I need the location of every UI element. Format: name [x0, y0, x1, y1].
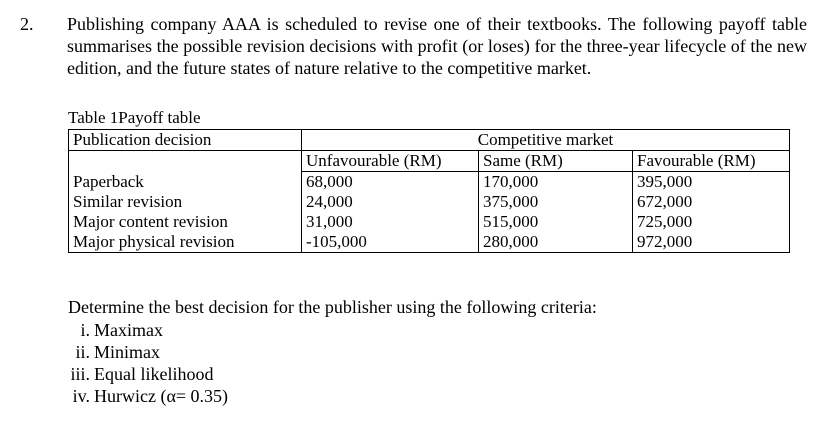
- cell-favourable: 672,000: [633, 192, 790, 212]
- task-prompt: Determine the best decision for the publisher using the following criteria:: [68, 297, 597, 317]
- list-item: [60, 341, 228, 363]
- criterion-text: Equal likelihood: [94, 364, 214, 384]
- table-caption: Table 1Payoff table: [68, 108, 201, 127]
- competitive-market-header: Competitive market: [302, 130, 790, 151]
- criteria-list: [60, 319, 228, 407]
- cell-favourable: 972,000: [633, 232, 790, 253]
- cell-same: 515,000: [479, 212, 633, 232]
- decision-header: Publication decision: [69, 130, 302, 151]
- cell-same: 280,000: [479, 232, 633, 253]
- question-intro: Publishing company AAA is scheduled to revise one of their textbooks. The following payoff table summarises the possible revision decisions with profit (or loses) for the three-year lifecycle of the new edition, and the future states of nature relative to the competitive market.: [67, 14, 807, 78]
- column-header-favourable: Favourable (RM): [633, 151, 790, 172]
- row-option: Major physical revision: [69, 232, 302, 253]
- cell-same: 170,000: [479, 172, 633, 193]
- list-item: [60, 385, 228, 407]
- column-header-same: Same (RM): [479, 151, 633, 172]
- cell-unfavourable: 68,000: [302, 172, 479, 193]
- header-empty-cell: [69, 151, 302, 172]
- row-option: Paperback: [69, 172, 302, 193]
- list-item: [60, 363, 228, 385]
- criterion-numeral: iv.: [72, 386, 90, 406]
- cell-favourable: 725,000: [633, 212, 790, 232]
- criterion-numeral: ii.: [75, 342, 90, 362]
- criterion-text: Minimax: [94, 342, 160, 362]
- table-row: [69, 172, 790, 193]
- table-row: [69, 212, 790, 232]
- question-number: 2.: [20, 14, 34, 34]
- column-header-unfavourable: Unfavourable (RM): [302, 151, 479, 172]
- cell-unfavourable: 31,000: [302, 212, 479, 232]
- table-row: [69, 232, 790, 253]
- criterion-text: Hurwicz (α= 0.35): [94, 386, 229, 406]
- row-option: Similar revision: [69, 192, 302, 212]
- cell-favourable: 395,000: [633, 172, 790, 193]
- cell-unfavourable: 24,000: [302, 192, 479, 212]
- criterion-text: Maximax: [94, 320, 163, 340]
- criterion-numeral: iii.: [70, 364, 90, 384]
- criterion-numeral: i.: [80, 320, 90, 340]
- payoff-table: [68, 129, 790, 253]
- table-row: [69, 192, 790, 212]
- cell-same: 375,000: [479, 192, 633, 212]
- cell-unfavourable: -105,000: [302, 232, 479, 253]
- list-item: [60, 319, 228, 341]
- row-option: Major content revision: [69, 212, 302, 232]
